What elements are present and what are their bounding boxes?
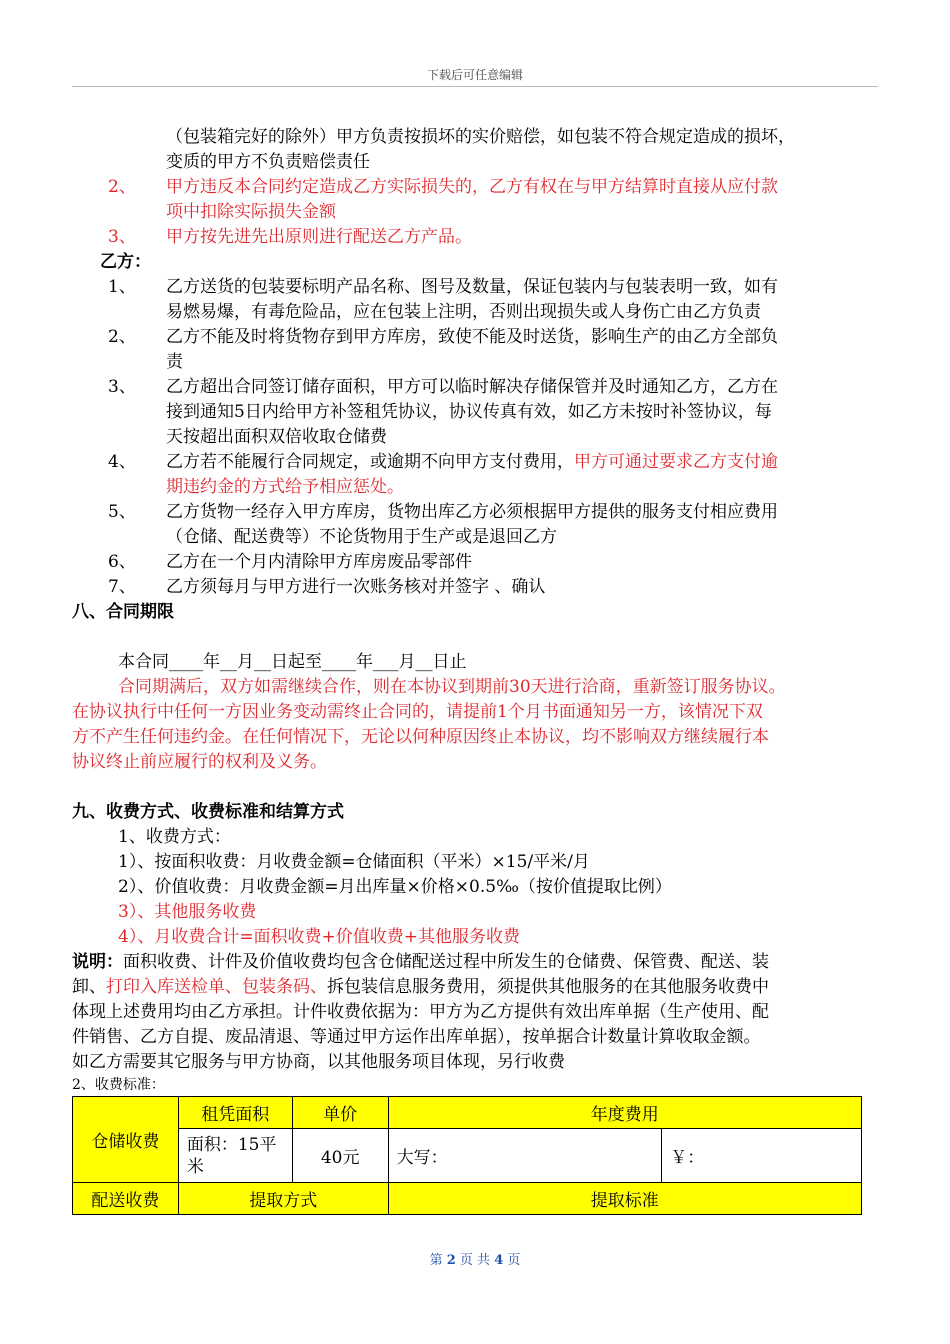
footer-page-number: 2 (446, 1253, 456, 1268)
note-label: 说明： (72, 952, 123, 972)
section9-note-line4: 件销售、乙方自提、废品清退、等通过甲方运作出库单据），按单据合计数量计算收取金额。 (72, 1027, 761, 1047)
section8-renew-line4: 协议终止前应履行的权利及义务。 (72, 752, 327, 772)
party-b-item3-line1: 乙方超出合同签订储存面积，甲方可以临时解决存储保管并及时通知乙方，乙方在 (166, 377, 778, 397)
party-b-item5-line1: 乙方货物一经存入甲方库房，货物出库乙方必须根据甲方提供的服务支付相应费用 (166, 502, 778, 522)
note-line2-b: 拆包装信息服务费用，须提供其他服务的在其他服务收费中 (327, 977, 769, 997)
party-b-item3-line2: 接到通知5日内给甲方补签租凭协议，协议传真有效，如乙方未按时补签协议，每 (166, 402, 772, 422)
section9-sub2: 2、收费标准： (72, 1077, 165, 1093)
party-b-heading: 乙方： (100, 252, 151, 272)
party-b-item2-line2: 责 (166, 352, 183, 372)
party-b-item1-line1: 乙方送货的包装要标明产品名称、图号及数量，保证包装内与包装表明一致，如有 (166, 277, 778, 297)
party-b-item4-line1 (166, 451, 778, 473)
party-b-item3-line3: 天按超出面积双倍收取仓储费 (166, 427, 387, 447)
delivery-fee-label: 配送收费 (73, 1183, 179, 1215)
section8-renew-line3: 方不产生任何违约金。在任何情况下，无论以何种原因终止本协议，均不影响双方继续履行本 (72, 727, 769, 747)
party-b-item2-num: 2、 (108, 327, 136, 347)
header-divider (72, 86, 878, 87)
area-value-cell: 面积：15平米 (178, 1129, 292, 1183)
party-b-item7-line1: 乙方须每月与甲方进行一次账务核对并签字 、确认 (166, 577, 546, 597)
note-line2-red: 打印入库送检单、包装条码、 (106, 977, 327, 997)
section8-renew-line1: 合同期满后，双方如需继续合作，则在本协议到期前30天进行洽商，重新签订服务协议。 (118, 677, 786, 697)
page-footer (0, 1249, 950, 1268)
page-header: 下载后可任意编辑 (426, 68, 523, 82)
party-a-item3-num: 3、 (108, 227, 136, 247)
section9-sub1: 1、收费方式： (118, 827, 231, 847)
footer-prefix: 第 (429, 1253, 443, 1268)
section9-method1: 1）、按面积收费：月收费金额=仓储面积（平米）×15/平米/月 (118, 852, 590, 872)
party-b-item5-line2: （仓储、配送费等）不论货物用于生产或是退回乙方 (166, 527, 557, 547)
party-b-item3-num: 3、 (108, 377, 136, 397)
party-b-item1-line2: 易燃易爆，有毒危险品，应在包装上注明，否则出现损失或人身伤亡由乙方负责 (166, 302, 761, 322)
footer-suffix: 页 (507, 1253, 521, 1268)
section9-method3: 3）、其他服务收费 (118, 902, 257, 922)
section9-note-line5: 如乙方需要其它服务与甲方协商，以其他服务项目体现，另行收费 (72, 1052, 565, 1072)
party-b-item2-line1: 乙方不能及时将货物存到甲方库房，致使不能及时送货，影响生产的由乙方全部负 (166, 327, 778, 347)
footer-mid: 页 共 (459, 1253, 491, 1268)
party-b-item4-text-black: 乙方若不能履行合同规定，或逾期不向甲方支付费用， (166, 452, 574, 472)
unit-price-value: 40元 (292, 1129, 388, 1183)
party-a-cont-line1: （包装箱完好的除外）甲方负责按损坏的实价赔偿，如包装不符合规定造成的损坏， (166, 127, 795, 147)
fee-standard-table (72, 1096, 862, 1215)
note-line2-a: 卸、 (72, 977, 106, 997)
note-line1-text: 面积收费、计件及价值收费均包含仓储配送过程中所发生的仓储费、保管费、配送、装 (123, 952, 769, 972)
party-a-item2-line1: 甲方违反本合同约定造成乙方实际损失的，乙方有权在与甲方结算时直接从应付款 (166, 177, 778, 197)
party-b-item6-line1: 乙方在一个月内清除甲方库房废品零部件 (166, 552, 472, 572)
party-b-item4-num: 4、 (108, 452, 136, 472)
party-b-item5-num: 5、 (108, 502, 136, 522)
section9-note-line1 (72, 951, 769, 973)
yen-amount-cell: ￥： (662, 1129, 862, 1183)
party-b-item4-line2: 期违约金的方式给予相应惩处。 (166, 477, 404, 497)
section9-method2: 2）、价值收费：月收费金额=月出库量×价格×0.5‰（按价值提取比例） (118, 877, 672, 897)
col-rental-area: 租凭面积 (178, 1097, 292, 1129)
pickup-standard-header: 提取标准 (388, 1183, 861, 1215)
pickup-method-header: 提取方式 (178, 1183, 388, 1215)
footer-total-pages: 4 (494, 1253, 504, 1268)
party-b-item1-num: 1、 (108, 277, 136, 297)
section9-note-line3: 体现上述费用均由乙方承担。计件收费依据为：甲方为乙方提供有效出库单据（生产使用、配 (72, 1002, 769, 1022)
section9-note-line2 (72, 976, 769, 998)
capital-amount-cell: 大写： (388, 1129, 662, 1183)
section8-heading: 八、合同期限 (72, 602, 174, 622)
section8-renew-line2: 在协议执行中任何一方因业务变动需终止合同的，请提前1个月书面通知另一方，该情况下双 (72, 702, 763, 722)
party-b-item7-num: 7、 (108, 577, 136, 597)
party-a-cont-line2: 变质的甲方不负责赔偿责任 (166, 152, 370, 172)
party-a-item2-num: 2、 (108, 177, 136, 197)
party-b-item6-num: 6、 (108, 552, 136, 572)
party-b-item4-text-red: 甲方可通过要求乙方支付逾 (574, 452, 778, 472)
party-a-item3-line1: 甲方按先进先出原则进行配送乙方产品。 (166, 227, 472, 247)
section9-method4: 4）、月收费合计=面积收费+价值收费+其他服务收费 (118, 927, 521, 947)
storage-fee-label: 仓储收费 (73, 1097, 179, 1183)
party-a-item2-line2: 项中扣除实际损失金额 (166, 202, 336, 222)
section9-heading: 九、收费方式、收费标准和结算方式 (72, 802, 344, 822)
col-unit-price: 单价 (292, 1097, 388, 1129)
section8-term-line: 本合同____年__月__日起至____年___月__日止 (118, 652, 467, 672)
col-annual-fee: 年度费用 (388, 1097, 861, 1129)
